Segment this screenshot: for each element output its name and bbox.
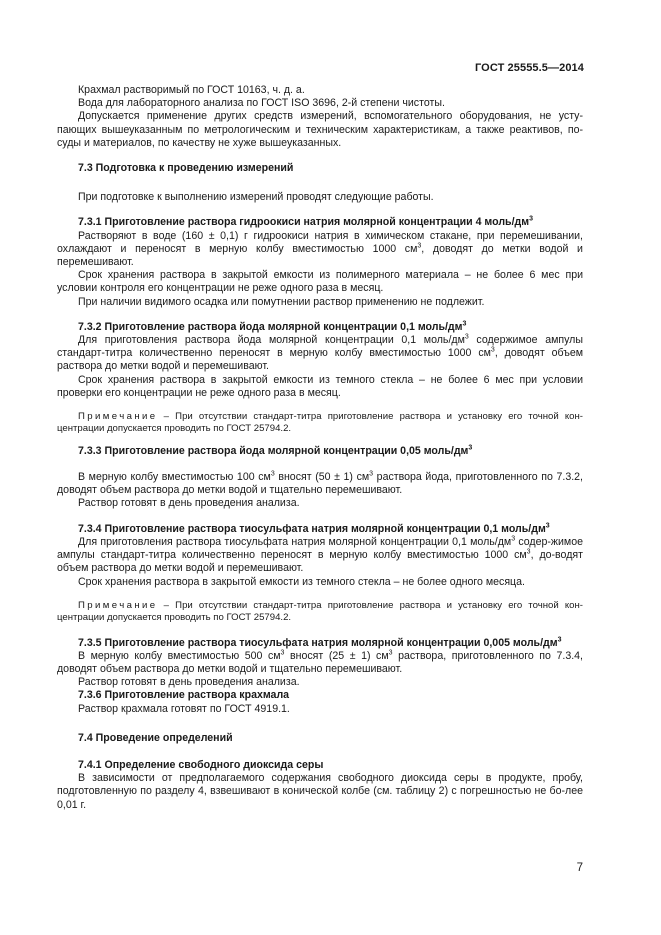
section-7-4-heading: 7.4 Проведение определений — [78, 731, 233, 744]
section-7-3-4-para-1: Для приготовления раствора тиосульфата натрия молярной концентрации 0,1 моль/$дм^3$ содер-жимое ампулы стандарт-титра количественно переносят в мерную колбу вместимостью 1000 $см^3$, до-водят объем раствора до метки водой и перемешивают. — [57, 535, 583, 575]
section-7-3-1-para-1: Растворяют в воде (160 ± 0,1) г гидроокиси натрия в химическом стакане, при перемешивании, охлаждают и переносят в мерную колбу вместимостью 1000 $см^3$, доводят до метки водой и перемешивают. — [57, 229, 583, 269]
section-7-3-6-heading: 7.3.6 Приготовление раствора крахмала — [78, 689, 290, 702]
section-7-3-5-para-2: Раствор готовят в день проведения анализа. — [78, 676, 300, 689]
page-number: 7 — [576, 862, 583, 874]
paragraph-water: Вода для лабораторного анализа по ГОСТ ISO 3696, 2-й степени чистоты. — [78, 97, 445, 110]
page-content — [57, 84, 583, 812]
paragraph-starch: Крахмал растворимый по ГОСТ 10163, ч. д. а. — [78, 84, 305, 96]
section-7-3-5-heading: 7.3.5 Приготовление раствора тиосульфата натрия молярной концентрации 0,005 моль/$дм^3$ — [78, 635, 562, 649]
note-1: Примечание – При отсутствии стандарт-титра приготовление раствора и установку его точной кон-центрации допускается проводить по ГОСТ 25794.2. — [57, 411, 583, 435]
section-7-3-1-para-3: При наличии видимого осадка или помутнении раствор применению не подлежит. — [78, 295, 485, 308]
section-7-3-2-para-2: Срок хранения раствора в закрытой емкости из темного стекла – не более 6 мес при условии проверки его концентрации не реже одного раза в месяц. — [57, 373, 583, 399]
section-7-4-1-heading: 7.4.1 Определение свободного диоксида серы — [78, 758, 324, 771]
section-7-3-4-para-2: Срок хранения раствора в закрытой емкости из темного стекла – не более одного месяца. — [78, 575, 525, 588]
section-7-3-3-para-2: Раствор готовят в день проведения анализа. — [78, 497, 300, 510]
section-7-3-3-para-1: В мерную колбу вместимостью 100 $см^3$ вносят (50 ± 1) $см^3$ раствора йода, приготовленного по 7.3.2, доводят объем раствора до метки водой и тщательно перемешивают. — [57, 470, 583, 497]
standard-header: ГОСТ 25555.5—2014 — [474, 62, 584, 74]
section-7-3-4-heading: 7.3.4 Приготовление раствора тиосульфата натрия молярной концентрации 0,1 моль/$дм^3$ — [78, 522, 550, 535]
section-7-3-5-para-1: В мерную колбу вместимостью 500 $см^3$ вносят (25 ± 1) $см^3$ раствора, приготовленного по 7.3.4, доводят объем раствора до метки водой и тщательно перемешивают. — [57, 649, 583, 675]
section-7-3-heading: 7.3 Подготовка к проведению измерений — [78, 162, 294, 175]
note-2: Примечание – При отсутствии стандарт-титра приготовление раствора и установку его точной кон-центрации допускается проводить по ГОСТ 25794.2. — [57, 599, 583, 624]
section-7-3-3-heading: 7.3.3 Приготовление раствора йода молярной концентрации 0,05 моль/$дм^3$ — [78, 444, 473, 457]
paragraph-substitution: Допускается применение других средств измерений, вспомогательного оборудования, не усту-пающих вышеуказанным по метрологическим и техническим характеристикам, а также реактивов, по-суды и материалов, по качеству не хуже вышеуказанных. — [57, 110, 583, 149]
section-7-3-2-heading: 7.3.2 Приготовление раствора йода молярной концентрации 0,1 моль/$дм^3$ — [78, 320, 467, 333]
section-7-3-6-para-1: Раствор крахмала готовят по ГОСТ 4919.1. — [78, 702, 290, 715]
section-7-3-text: При подготовке к выполнению измерений проводят следующие работы. — [78, 191, 434, 204]
section-7-3-1-heading: 7.3.1 Приготовление раствора гидроокиси натрия молярной концентрации 4 моль/$дм^3$ — [78, 215, 533, 229]
section-7-3-1-para-2: Срок хранения раствора в закрытой емкости из полимерного материала – не более 6 мес при условии контроля его концентрации не реже одного раза в месяц. — [57, 269, 583, 295]
section-7-3-2-para-1: Для приготовления раствора йода молярной концентрации 0,1 моль/$дм^3$ содержимое ампулы стандарт-титра количественно переносят в мерную колбу вместимостью 1000 $см^3$, доводят объем раствора до метки водой и перемешивают. — [57, 333, 583, 373]
section-7-4-1-para-1: В зависимости от предполагаемого содержания свободного диоксида серы в продукте, пробу, подготовленную по разделу 4, взвешивают в конической колбе (см. таблицу 2) с погрешностью не бо-лее 0,01 г. — [57, 772, 583, 811]
